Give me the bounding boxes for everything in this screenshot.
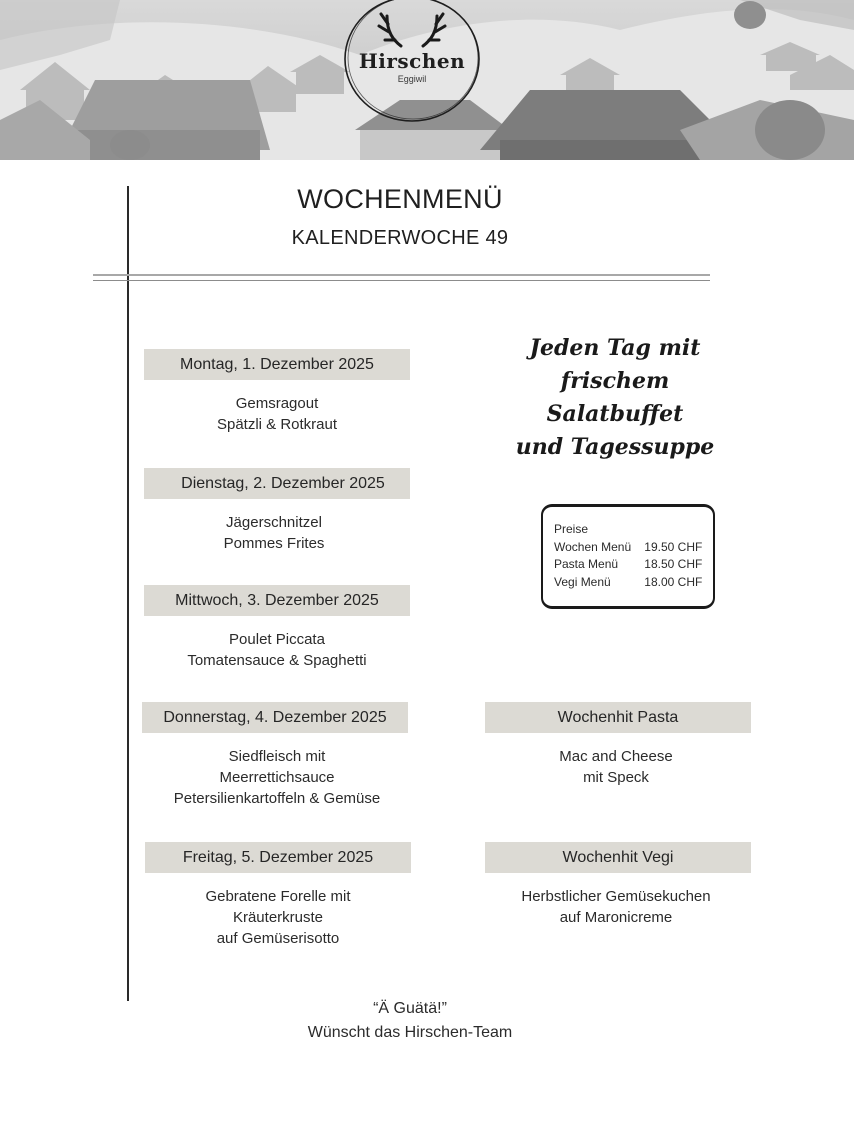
price-value: 18.50 CHF: [644, 557, 703, 571]
dish-line: Petersilienkartoffeln & Gemüse: [173, 790, 381, 807]
price-name: Wochen Menü: [554, 539, 632, 554]
logo-title: Hirschen: [358, 49, 466, 73]
dish-line: Poulet Piccata: [229, 631, 325, 648]
horizontal-divider: [93, 280, 710, 281]
page-subtitle: KALENDERWOCHE 49: [291, 227, 509, 249]
dish-friday: [138, 886, 418, 949]
logo-subtitle: Eggiwil: [397, 74, 427, 84]
dish-line: auf Maronicreme: [559, 909, 673, 926]
slogan-line: frischem Salatbuffet: [546, 368, 684, 427]
price-name: Vegi Menü: [554, 574, 611, 589]
slogan: [490, 332, 740, 464]
day-header-friday: Freitag, 5. Dezember 2025: [145, 842, 411, 873]
footer-greeting: [210, 997, 610, 1045]
dish-line: Mac and Cheese: [559, 748, 673, 765]
price-name: Pasta Menü: [554, 557, 619, 571]
dish-line: Herbstlicher Gemüsekuchen: [521, 888, 711, 905]
dish-wednesday: [137, 629, 417, 671]
dish-line: Spätzli & Rotkraut: [216, 416, 338, 433]
footer-line: Wünscht das Hirschen-Team: [307, 1024, 513, 1041]
price-box: [541, 504, 715, 609]
header-banner: [0, 0, 854, 160]
dish-line: mit Speck: [583, 769, 649, 786]
dish-thursday: [137, 746, 417, 809]
price-row: [554, 539, 713, 557]
vertical-divider: [127, 186, 129, 1001]
dish-line: auf Gemüserisotto: [216, 930, 340, 947]
dish-line: Jägerschnitzel: [226, 514, 322, 531]
dish-line: Gemsragout: [235, 395, 319, 412]
dish-tuesday: [134, 512, 414, 554]
dish-line: Pommes Frites: [223, 535, 325, 552]
day-header-tuesday: Dienstag, 2. Dezember 2025: [144, 468, 410, 499]
dish-pasta: [476, 746, 756, 788]
day-header-thursday: Donnerstag, 4. Dezember 2025: [142, 702, 408, 733]
special-header-pasta: Wochenhit Pasta: [485, 702, 751, 733]
footer-line: “Ä Guätä!”: [373, 1000, 447, 1017]
horizontal-divider: [93, 274, 710, 276]
page-title: WOCHENMENÜ: [297, 184, 503, 214]
dish-vegi: [476, 886, 756, 928]
day-header-monday: Montag, 1. Dezember 2025: [144, 349, 410, 380]
hirschen-logo: [341, 0, 483, 124]
dish-line: Tomatensauce & Spaghetti: [187, 652, 367, 669]
price-row: [554, 556, 713, 574]
price-value: 18.00 CHF: [644, 574, 703, 589]
price-heading: Preise: [554, 522, 589, 536]
day-header-wednesday: Mittwoch, 3. Dezember 2025: [144, 585, 410, 616]
dish-line: Gebratene Forelle mit: [205, 888, 351, 905]
price-value: 19.50 CHF: [644, 539, 703, 554]
dish-line: Siedfleisch mit: [228, 748, 326, 765]
price-row: [554, 574, 713, 592]
dish-line: Meerrettichsauce: [219, 769, 335, 786]
special-header-vegi: Wochenhit Vegi: [485, 842, 751, 873]
slogan-line: und Tagessuppe: [515, 434, 715, 460]
dish-monday: [137, 393, 417, 435]
slogan-line: Jeden Tag mit: [529, 335, 701, 361]
dish-line: Kräuterkruste: [232, 909, 324, 926]
